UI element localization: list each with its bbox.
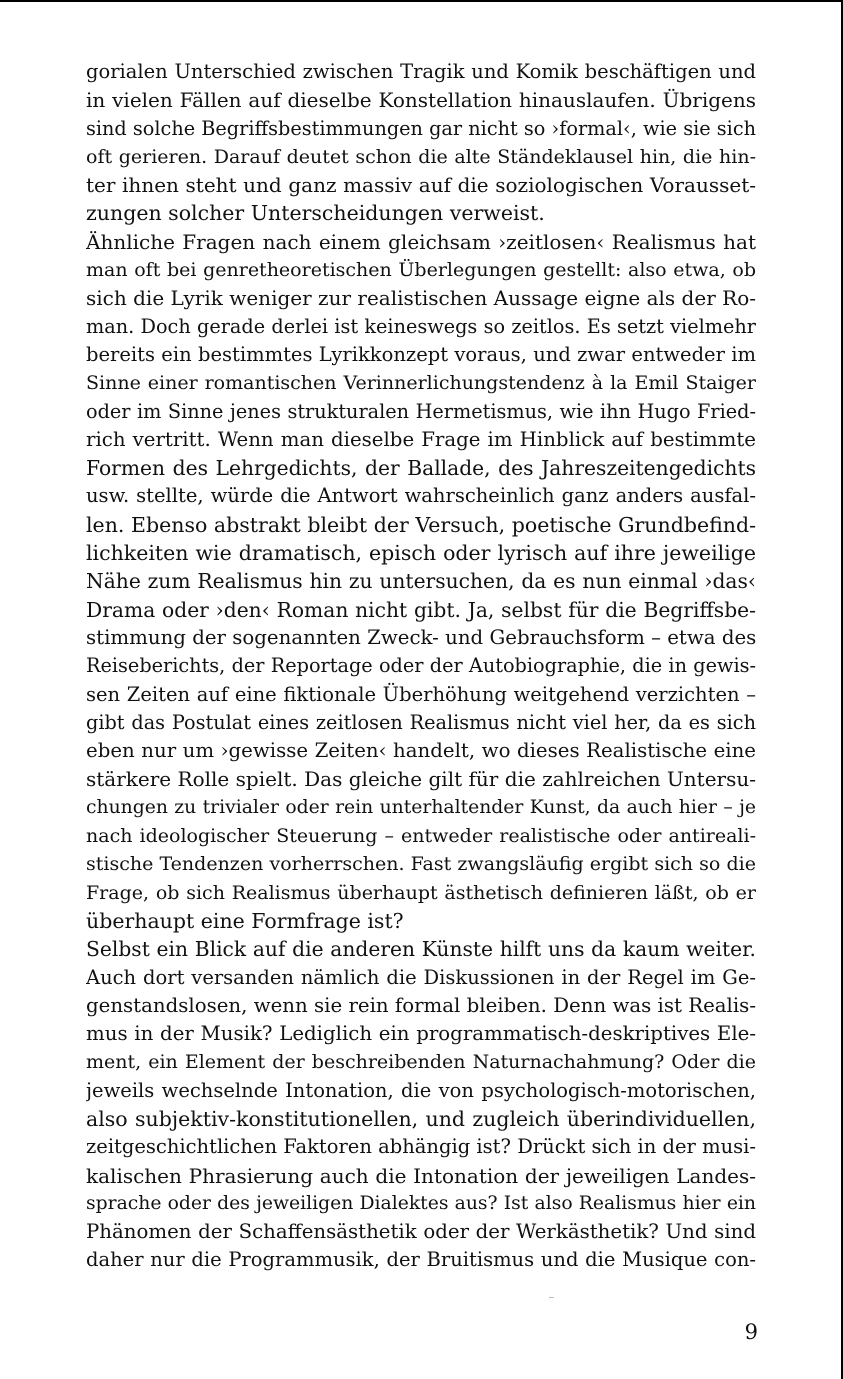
text-line: Ähnliche Fragen nach einem gleichsam ›zeitlosen‹ Realismus hat: [86, 229, 756, 254]
text-line: eben nur um ›gewisse Zeiten‹ handelt, wo dieses Realistische eine: [86, 739, 756, 763]
text-line: Selbst ein Blick auf die anderen Künste hilft uns da kaum weiter.: [86, 937, 756, 962]
page-frame-top: [0, 0, 843, 2]
text-line: len. Ebenso abstrakt bleibt der Versuch, poetische Grundbefind-: [86, 512, 756, 537]
text-line: ter ihnen steht und ganz massiv auf die soziologischen Vorausset-: [86, 173, 756, 198]
text-line: zungen solcher Unterscheidungen verweist.: [86, 201, 545, 226]
text-line: stimmung der sogenannten Zweck- und Gebrauchsform – etwa des: [86, 625, 756, 649]
scan-speck: [549, 1297, 554, 1298]
text-line: kalischen Phrasierung auch die Intonation der jeweiligen Landes-: [86, 1163, 756, 1188]
text-line: sich die Lyrik weniger zur realistischen Aussage eigne als der Ro-: [86, 286, 756, 311]
text-line: oder im Sinne jenes strukturalen Hermetismus, wie ihn Hugo Fried-: [86, 399, 756, 423]
text-line: zeitgeschichtlichen Faktoren abhängig ist? Drückt sich in der musi-: [86, 1135, 756, 1159]
text-line: gibt das Postulat eines zeitlosen Realismus nicht viel her, da es sich: [86, 710, 756, 734]
text-line: usw. stellte, würde die Antwort wahrscheinlich ganz anders ausfal-: [86, 484, 756, 508]
text-line: sind solche Begriffsbestimmungen gar nicht so ›formal‹, wie sie sich: [86, 116, 756, 140]
text-line: in vielen Fällen auf dieselbe Konstellation hinauslaufen. Übrigens: [86, 88, 756, 113]
text-line: ment, ein Element der beschreibenden Naturnachahmung? Oder die: [86, 1051, 756, 1074]
body-text: [86, 58, 756, 1275]
text-line: lichkeiten wie dramatisch, episch oder lyrisch auf ihre jeweilige: [86, 541, 756, 566]
text-line: mus in der Musik? Lediglich ein programmatisch-deskriptives Ele-: [86, 1022, 756, 1046]
text-line: Phänomen der Schaffensästhetik oder der Werkästhetik? Und sind: [86, 1220, 756, 1244]
text-line: man oft bei genretheoretischen Überlegungen gestellt: also etwa, ob: [86, 259, 756, 282]
text-line: man. Doch gerade derlei ist keineswegs so zeitlos. Es setzt vielmehr: [86, 314, 756, 338]
text-line: nach ideologischer Steuerung – entweder realistische oder antireali-: [86, 825, 756, 848]
text-line: genstandslosen, wenn sie rein formal bleiben. Denn was ist Realis-: [86, 993, 756, 1017]
text-line: daher nur die Programmusik, der Bruitismus und die Musique con-: [86, 1248, 756, 1272]
text-line: also subjektiv-konstitutionellen, und zugleich überindividuellen,: [86, 1106, 756, 1131]
text-line: sprache oder des jeweiligen Dialektes aus? Ist also Realismus hier ein: [86, 1192, 756, 1214]
text-line: Nähe zum Realismus hin zu untersuchen, da es nun einmal ›das‹: [86, 569, 756, 594]
text-line: Drama oder ›den‹ Roman nicht gibt. Ja, selbst für die Begriffsbe-: [86, 597, 756, 622]
text-line: jeweils wechselnde Intonation, die von psychologisch-motorischen,: [86, 1078, 756, 1102]
text-line: Reiseberichts, der Reportage oder der Autobiographie, die in gewis-: [86, 654, 756, 678]
text-line: chungen zu trivialer oder rein unterhaltender Kunst, da auch hier – je: [86, 796, 756, 818]
text-line: stische Tendenzen vorherrschen. Fast zwangsläufig ergibt sich so die: [86, 853, 756, 876]
text-line: Auch dort versanden nämlich die Diskussionen in der Regel im Ge-: [86, 965, 756, 989]
text-line: überhaupt eine Formfrage ist?: [86, 908, 404, 933]
text-line: bereits ein bestimmtes Lyrikkonzept voraus, und zwar entweder im: [86, 342, 756, 366]
text-line: sen Zeiten auf eine fiktionale Überhöhung weitgehend verzichten –: [86, 682, 756, 706]
text-line: rich vertritt. Wenn man dieselbe Frage im Hinblick auf bestimmte: [86, 427, 756, 451]
text-line: Sinne einer romantischen Verinnerlichungstendenz à la Emil Staiger: [86, 372, 756, 395]
page-number: 9: [744, 1320, 758, 1344]
text-line: gorialen Unterschied zwischen Tragik und Komik beschäftigen und: [86, 60, 756, 83]
text-line: Formen des Lehrgedichts, der Ballade, des Jahreszeitengedichts: [86, 456, 756, 481]
text-line: Frage, ob sich Realismus überhaupt ästhetisch definieren läßt, ob er: [86, 881, 756, 904]
text-line: oft gerieren. Darauf deutet schon die alte Ständeklausel hin, die hin-: [86, 145, 756, 168]
text-line: stärkere Rolle spielt. Das gleiche gilt für die zahlreichen Untersu-: [86, 767, 756, 792]
